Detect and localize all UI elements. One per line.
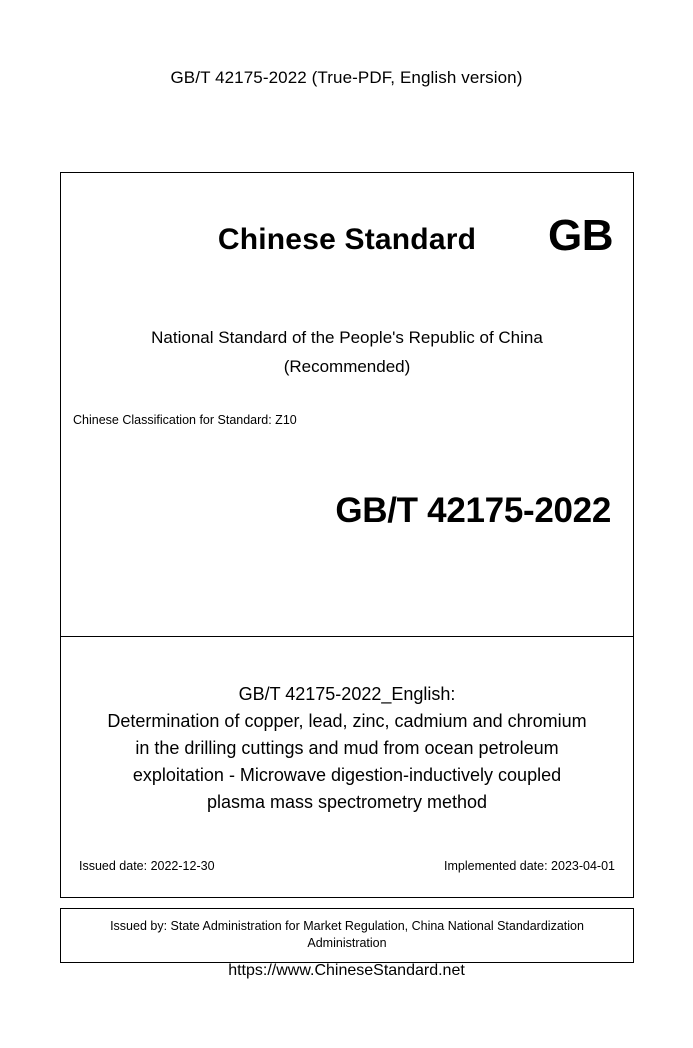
footer-url[interactable]: https://www.ChineseStandard.net xyxy=(228,962,465,979)
document-title-line-3: in the drilling cuttings and mud from ocean petroleum xyxy=(135,738,559,758)
dates-row xyxy=(79,859,615,873)
issued-date: Issued date: 2022-12-30 xyxy=(79,859,215,873)
document-title-line-1: GB/T 42175-2022_English: xyxy=(238,684,456,704)
document-title-line-4: exploitation - Microwave digestion-inductively coupled xyxy=(132,765,562,785)
document-title-line-2: Determination of copper, lead, zinc, cadmium and chromium xyxy=(107,711,587,731)
national-standard-text xyxy=(61,323,633,381)
document-page xyxy=(0,68,693,1048)
document-title xyxy=(71,681,623,816)
issued-by-line-1: Issued by: State Administration for Market Regulation, China National Standardization xyxy=(110,919,584,933)
page-header-title: GB/T 42175-2022 (True-PDF, English version) xyxy=(170,68,523,87)
standard-number: GB/T 42175-2022 xyxy=(335,491,611,530)
national-standard-line-1: National Standard of the People's Republic of China xyxy=(151,328,543,347)
classification-code: Chinese Classification for Standard: Z10 xyxy=(73,413,297,427)
implemented-date: Implemented date: 2023-04-01 xyxy=(444,859,615,873)
gb-logo-mark: GB xyxy=(548,211,613,260)
certificate-lower-section xyxy=(61,637,633,897)
chinese-standard-heading: Chinese Standard xyxy=(217,223,477,256)
certificate-upper-section xyxy=(61,173,633,637)
national-standard-line-2: (Recommended) xyxy=(283,357,411,376)
document-title-line-5: plasma mass spectrometry method xyxy=(206,792,488,812)
issued-by-line-2: Administration xyxy=(307,936,387,950)
issued-by-box xyxy=(60,908,634,963)
certificate-box xyxy=(60,172,634,898)
